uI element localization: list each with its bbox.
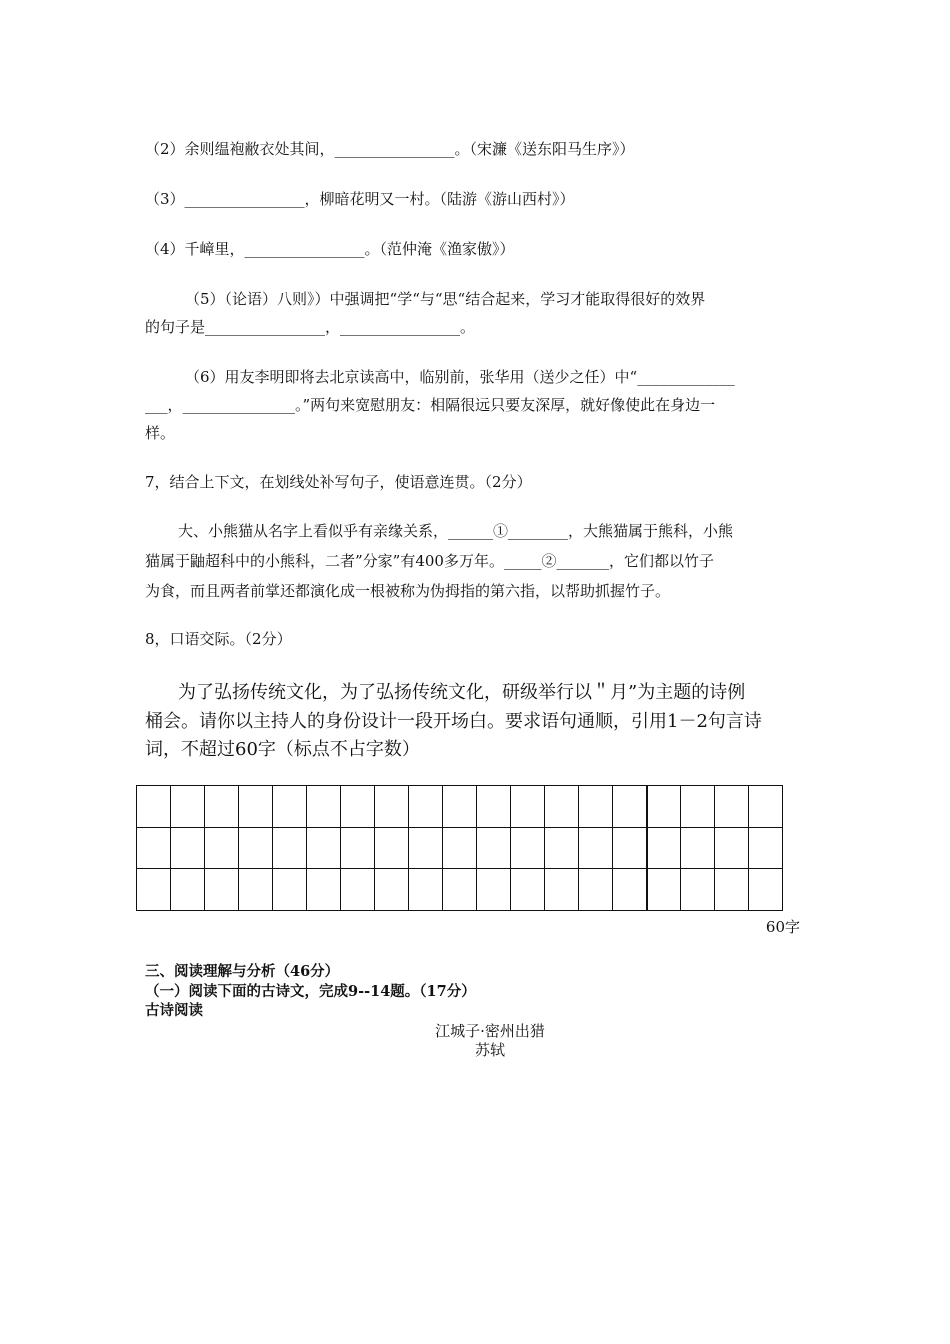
grid-cell[interactable] [341,869,375,911]
grid-cell[interactable] [273,786,307,828]
grid-cell[interactable] [375,827,409,869]
grid-cell[interactable] [341,827,375,869]
section-3-title: 三、阅读理解与分析（46分） [145,963,340,980]
grid-cell[interactable] [443,827,477,869]
grid-cell[interactable] [477,869,511,911]
grid-cell[interactable] [579,786,613,828]
grid-cell[interactable] [647,786,681,828]
q6-item-2: （2）余则缊袍敝衣处其间，________________。（宋濂《送东阳马生序》） [145,140,635,158]
grid-cell[interactable] [409,827,443,869]
grid-cell[interactable] [647,827,681,869]
grid-cell[interactable] [307,786,341,828]
q6-item-5-line1: （5）（论语）八则》）中强调把“学“与“思“结合起来，学习才能取得很好的效界 [185,290,706,308]
grid-cell[interactable] [579,827,613,869]
grid-cell[interactable] [443,786,477,828]
grid-cell[interactable] [511,827,545,869]
grid-cell[interactable] [681,827,715,869]
q6-item-3: （3）________________，柳暗花明又一村。（陆游《游山西村》） [145,190,575,208]
q7-para-line1: 大、小熊猫从名字上看似乎有亲缘关系，______①________，大熊猫属于熊科，小熊 [178,522,734,540]
grid-cell[interactable] [749,869,783,911]
answer-grid[interactable] [136,785,783,911]
grid-cell[interactable] [273,869,307,911]
grid-cell[interactable] [171,869,205,911]
grid-cell[interactable] [307,869,341,911]
grid-cell[interactable] [749,786,783,828]
q7-para-line2: 猫属于鼬超科中的小熊科，二者”分家”有400多万年。_____②_______，它们都以竹子 [145,552,714,570]
grid-cell[interactable] [545,827,579,869]
grid-cell[interactable] [171,786,205,828]
grid-cell[interactable] [409,869,443,911]
grid-cell[interactable] [239,827,273,869]
grid-cell[interactable] [647,869,681,911]
q6-item-6-line3: 样。 [145,424,176,442]
poem-author: 苏轼 [474,1041,505,1059]
grid-cell[interactable] [715,827,749,869]
grid-cell[interactable] [443,869,477,911]
q6-item-6-line1: （6）用友李明即将去北京读高中，临别前，张华用（送少之任）中“_____________ [185,368,735,386]
grid-cell[interactable] [749,827,783,869]
grid-row [137,827,783,869]
section-3-sub: 古诗阅读 [145,1002,203,1019]
grid-cell[interactable] [477,786,511,828]
grid-cell[interactable] [205,869,239,911]
grid-cell[interactable] [171,827,205,869]
grid-cell[interactable] [239,786,273,828]
q8-title: 8，口语交际。（2分） [145,630,292,648]
grid-cell[interactable] [579,869,613,911]
grid-cell[interactable] [681,869,715,911]
grid-row [137,786,783,828]
grid-count-label: 60字 [765,918,800,936]
q7-title: 7，结合上下文，在划线处补写句子，使语意连贯。（2分） [145,473,532,491]
grid-row [137,869,783,911]
grid-cell[interactable] [205,786,239,828]
grid-cell[interactable] [715,869,749,911]
grid-cell[interactable] [715,786,749,828]
q6-item-4: （4）千嶂里，________________。（范仲淹《渔家傲》） [145,240,515,258]
grid-cell[interactable] [307,827,341,869]
poem-title: 江城子·密州出猎 [435,1022,545,1040]
grid-cell[interactable] [273,827,307,869]
grid-cell[interactable] [375,869,409,911]
q8-para-line3: 词，不超过60字（标点不占字数） [145,739,420,760]
grid-cell[interactable] [137,827,171,869]
grid-cell[interactable] [239,869,273,911]
grid-cell[interactable] [205,827,239,869]
q6-item-5-line2: 的句子是________________，________________。 [145,318,476,336]
grid-cell[interactable] [409,786,443,828]
grid-cell[interactable] [375,786,409,828]
q6-item-6-line2: ___，_______________。”两句来宽慰朋友：相隔很远只要友深厚，就好像使此在身边一 [145,396,716,414]
grid-cell[interactable] [613,786,647,828]
section-3-part-1: （一）阅读下面的古诗文，完成9--14题。（17分） [145,983,476,1000]
grid-cell[interactable] [137,869,171,911]
grid-cell[interactable] [511,869,545,911]
grid-cell[interactable] [511,786,545,828]
grid-cell[interactable] [613,869,647,911]
grid-cell[interactable] [545,786,579,828]
grid-cell[interactable] [477,827,511,869]
q8-para-line1: 为了弘扬传统文化，为了弘扬传统文化，研级举行以＂月”为主题的诗例 [178,682,746,703]
grid-cell[interactable] [681,786,715,828]
grid-cell[interactable] [545,869,579,911]
q7-para-line3: 为食，而且两者前掌还都演化成一根被称为伪拇指的第六指，以帮助抓握竹子。 [145,582,671,600]
grid-cell[interactable] [137,786,171,828]
grid-cell[interactable] [613,827,647,869]
q8-para-line2: 桶会。请你以主持人的身份设计一段开场白。要求语句通顺，引用1－2句言诗 [145,711,762,732]
grid-cell[interactable] [341,786,375,828]
